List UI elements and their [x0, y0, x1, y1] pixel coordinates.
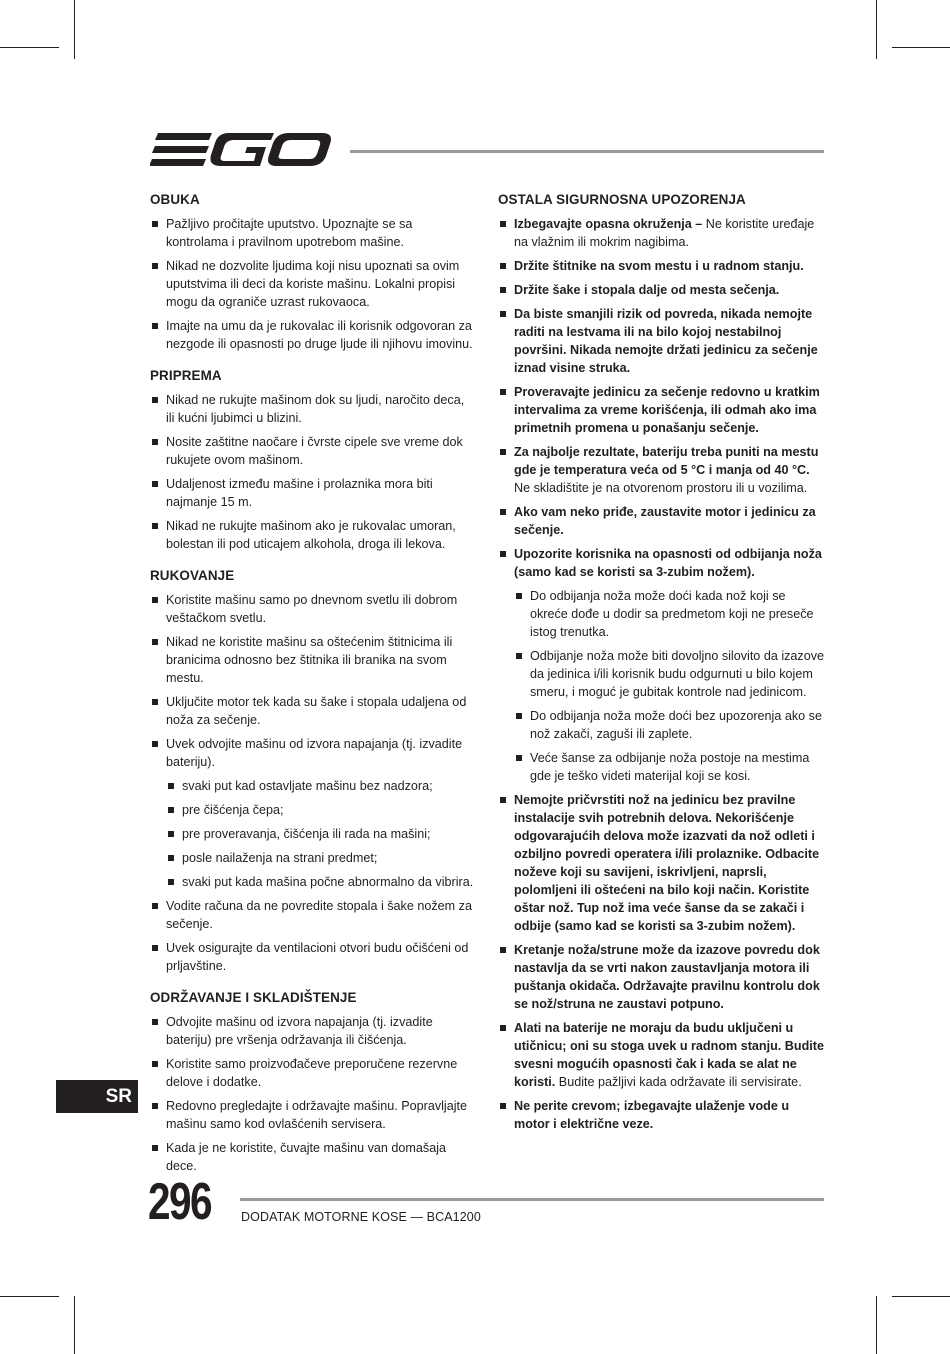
- item-text: Kada je ne koristite, čuvajte mašinu van domašaja dece.: [166, 1141, 447, 1173]
- item-text: Uključite motor tek kada su šake i stopala udaljena od noža za sečenje.: [166, 695, 467, 727]
- item-text: Uvek odvojite mašinu od izvora napajanja (tj. izvadite bateriju).: [166, 737, 463, 769]
- list-item: [150, 215, 476, 251]
- list-item: [498, 503, 826, 539]
- list-item: [498, 281, 826, 299]
- item-bold-text: Ako vam neko priđe, zaustavite motor i jedinicu za sečenje.: [514, 505, 816, 537]
- bullet-list: [150, 215, 476, 353]
- language-tab: SR: [56, 1080, 138, 1113]
- list-item: [498, 215, 826, 251]
- item-bold-text: Ne perite crevom; izbegavajte ulaženje vode u motor i električne veze.: [514, 1099, 790, 1131]
- item-text: Nikad ne dozvolite ljudima koji nisu upoznati sa ovim uputstvima ili deci da koriste mašinu. Lokalni propisi mogu da ograniče uzrast rukovaoca.: [166, 259, 460, 309]
- crop-mark: [892, 1296, 950, 1297]
- item-bold-text: Da biste smanjili rizik od povreda, nikada nemojte raditi na lestvama ili na bilo kojoj nestabilnoj površini. Nikada nemojte držati jedinicu za sečenje iznad visine struka.: [514, 307, 818, 375]
- item-text: Imajte na umu da je rukovalac ili korisnik odgovoran za nezgode ili opasnosti po druge ljude ili njihovu imovinu.: [166, 319, 473, 351]
- item-text: Vodite računa da ne povredite stopala i šake nožem za sečenje.: [166, 899, 472, 931]
- item-bold-text: Proveravajte jedinicu za sečenje redovno u kratkim intervalima za vreme korišćenja, ili odmah ako ima primetnih promena u ponašanju sečenje.: [514, 385, 820, 435]
- list-item: [150, 1055, 476, 1091]
- item-bold-text: Upozorite korisnika na opasnosti od odbijanja noža (samo kad se koristi sa 3-zubim nožem).: [514, 547, 822, 579]
- item-text: Ne koristite uređaje na vlažnim ili mokrim nagibima.: [514, 217, 815, 249]
- section-heading: RUKOVANJE: [150, 567, 235, 583]
- item-text: Nosite zaštitne naočare i čvrste cipele sve vreme dok rukujete ovom mašinom.: [166, 435, 463, 467]
- item-text: Nikad ne koristite mašinu sa oštećenim štitnicima ili branicima odnosno bez štitnika ili branika na svom mestu.: [166, 635, 453, 685]
- item-bold-text: Za najbolje rezultate, bateriju treba puniti na mestu gde je temperatura veća od 5 °C i manja od 40 °C.: [514, 445, 819, 477]
- list-item: [150, 633, 476, 687]
- list-item: [150, 433, 476, 469]
- item-bold-text: Izbegavajte opasna okruženja –: [514, 217, 703, 231]
- bullet-list: [150, 1013, 476, 1175]
- item-bold-text: Kretanje noža/strune može da izazove povredu dok nastavlja da se vrti nakon zaustavljanja motora ili puštanja okidača. Održavajte pravilnu kontrolu dok se nož/struna ne zaustavi potpuno.: [514, 943, 820, 1011]
- list-item: [150, 1097, 476, 1133]
- list-item: [150, 693, 476, 729]
- footer-rule: [240, 1198, 824, 1201]
- sub-list: [166, 777, 476, 891]
- item-text: Redovno pregledajte i održavajte mašinu. Popravljajte mašinu samo kod ovlašćenih servisera.: [166, 1099, 468, 1131]
- list-item: [498, 443, 826, 497]
- left-column: [150, 190, 476, 1188]
- crop-mark: [876, 1296, 877, 1354]
- sub-list-item: posle nailaženja na strani predmet;: [166, 849, 476, 867]
- item-bold-text: Nemojte pričvrstiti nož na jedinicu bez pravilne instalacije svih potrebnih delova. Nekorišćenje odgovarajućih delova može izazvati da nož odleti i ozbiljno povredi operatera i/ili prolaznike. Odbacite noževe koji su savijeni, iskrivljeni, naprsli, polomljeni ili oštećeni na bilo koji način. Koristite oštar nož. Tup nož ima veće šanse da se zakači i odbije (samo kad se koristi sa 3-zubim nožem).: [514, 793, 820, 933]
- ego-logo: [150, 128, 332, 172]
- item-text: Koristite samo proizvođačeve preporučene rezervne delove i dodatke.: [166, 1057, 458, 1089]
- list-item: [498, 1097, 826, 1133]
- sub-list-item: svaki put kada mašina počne abnormalno da vibrira.: [166, 873, 476, 891]
- bullet-list: [498, 215, 826, 1133]
- item-text: Uvek osigurajte da ventilacioni otvori budu očišćeni od prljavštine.: [166, 941, 469, 973]
- right-column: [498, 190, 826, 1146]
- list-item: [150, 317, 476, 353]
- sub-list-item: pre proveravanja, čišćenja ili rada na mašini;: [166, 825, 476, 843]
- page-number: 296: [148, 1173, 211, 1231]
- list-item: [150, 391, 476, 427]
- crop-mark: [0, 47, 59, 48]
- item-bold-text: Držite štitnike na svom mestu i u radnom stanju.: [514, 259, 804, 273]
- item-text: Udaljenost između mašine i prolaznika mora biti najmanje 15 m.: [166, 477, 433, 509]
- bullet-list: [150, 391, 476, 553]
- item-text: Ne skladištite je na otvorenom prostoru ili u vozilima.: [514, 481, 808, 495]
- item-bold-text: Alati na baterije ne moraju da budu uključeni u utičnicu; oni su stoga uvek u radnom stanju. Budite svesni mogućih opasnosti čak i kada se alat ne koristi.: [514, 1021, 824, 1089]
- list-item: [150, 939, 476, 975]
- list-item: [498, 383, 826, 437]
- header-rule: [350, 150, 824, 153]
- crop-mark: [892, 47, 950, 48]
- item-text: Pažljivo pročitajte uputstvo. Upoznajte se sa kontrolama i pravilnom upotrebom mašine.: [166, 217, 413, 249]
- list-item: [150, 1139, 476, 1175]
- crop-mark: [876, 0, 877, 59]
- footer-text: DODATAK MOTORNE KOSE — BCA1200: [241, 1210, 481, 1224]
- list-item: [150, 517, 476, 553]
- bullet-list: [150, 591, 476, 975]
- sub-list-item: Do odbijanja noža može doći bez upozorenja ako se nož zakači, zaguši ili zaplete.: [514, 707, 826, 743]
- list-item: [150, 1013, 476, 1049]
- sub-list: [514, 587, 826, 785]
- list-item: [150, 475, 476, 511]
- sub-list-item: Veće šanse za odbijanje noža postoje na mestima gde je teško videti materijal koji se kosi.: [514, 749, 826, 785]
- list-item: [498, 941, 826, 1013]
- crop-mark: [74, 1296, 75, 1354]
- sub-list-item: pre čišćenja čepa;: [166, 801, 476, 819]
- section-heading: PRIPREMA: [150, 367, 222, 383]
- sub-list-item: Odbijanje noža može biti dovoljno silovito da izazove da jedinica i/ili korisnik budu odgurnuti u bilo kojem smeru, i moguć je gubitak kontrole nad jedinicom.: [514, 647, 826, 701]
- list-item: [150, 257, 476, 311]
- list-item: [498, 257, 826, 275]
- section-heading: OBUKA: [150, 191, 200, 207]
- list-item: [150, 591, 476, 627]
- list-item: [498, 1019, 826, 1091]
- sub-list-item: Do odbijanja noža može doći kada nož koji se okreće dođe u dodir sa predmetom koji ne preseče istog trenutka.: [514, 587, 826, 641]
- item-text: Odvojite mašinu od izvora napajanja (tj. izvadite bateriju) pre vršenja održavanja ili čišćenja.: [166, 1015, 433, 1047]
- crop-mark: [0, 1296, 59, 1297]
- list-item: [498, 545, 826, 785]
- item-text: Budite pažljivi kada održavate ili servisirate.: [555, 1075, 802, 1089]
- list-item: [150, 735, 476, 891]
- item-bold-text: Držite šake i stopala dalje od mesta sečenja.: [514, 283, 780, 297]
- list-item: [150, 897, 476, 933]
- crop-mark: [74, 0, 75, 59]
- list-item: [498, 305, 826, 377]
- section-heading: ODRŽAVANJE I SKLADIŠTENJE: [150, 989, 357, 1005]
- item-text: Nikad ne rukujte mašinom dok su ljudi, naročito deca, ili kućni ljubimci u blizini.: [166, 393, 465, 425]
- list-item: [498, 791, 826, 935]
- sub-list-item: svaki put kad ostavljate mašinu bez nadzora;: [166, 777, 476, 795]
- section-heading: OSTALA SIGURNOSNA UPOZORENJA: [498, 191, 746, 207]
- item-text: Nikad ne rukujte mašinom ako je rukovalac umoran, bolestan ili pod uticajem alkohola, droga ili lekova.: [166, 519, 456, 551]
- item-text: Koristite mašinu samo po dnevnom svetlu ili dobrom veštačkom svetlu.: [166, 593, 458, 625]
